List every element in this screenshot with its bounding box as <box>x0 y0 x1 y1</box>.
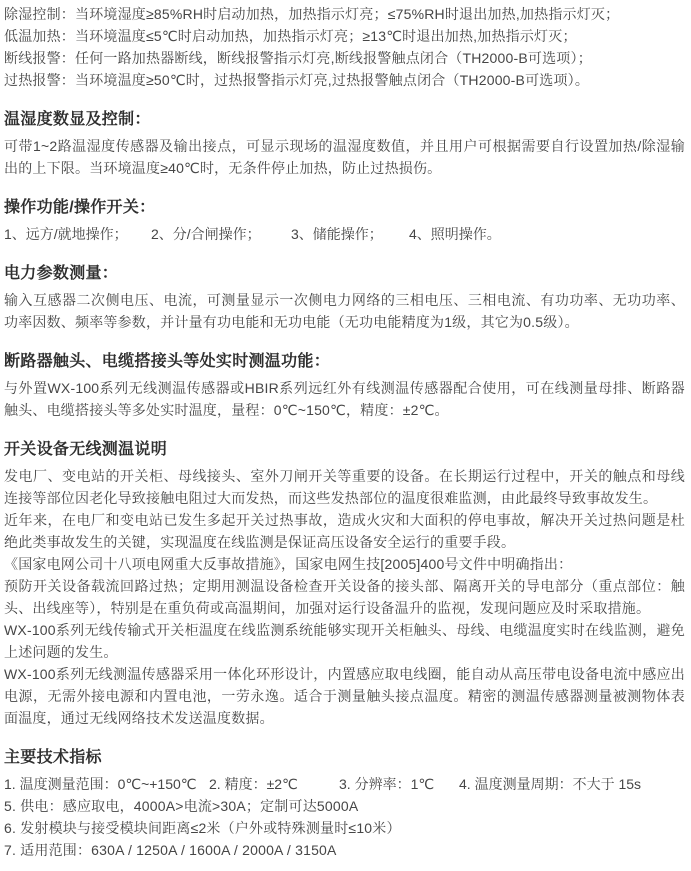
operation-item-remote-local: 1、远方/就地操作； <box>4 226 128 242</box>
control-alarm-intro <box>4 3 685 91</box>
operation-item-energy-storage: 3、储能操作； <box>291 226 383 242</box>
wireless-temp-paragraph-2: 近年来，在电厂和变电站已发生多起开关过热事故，造成火灾和大面积的停电事故，解决开关过热问题是杜绝此类事故发生的关键，实现温度在线监测是保证高压设备安全运行的重要手段。 <box>4 512 685 550</box>
spec-item-accuracy: 2. 精度：±2℃ <box>209 776 298 792</box>
spec-item-resolution: 3. 分辨率：1℃ <box>339 776 435 792</box>
operation-item-lighting: 4、照明操作。 <box>409 226 501 242</box>
spec-item-temp-range: 1. 温度测量范围：0℃~+150℃ <box>4 776 197 792</box>
line-break-alarm-line: 断线报警：任何一路加热器断线，断线报警指示灯亮,断线报警触点闭合（TH2000-B可选项）； <box>4 50 592 66</box>
spec-line-module-distance: 6. 发射模块与接受模块间距离≤2米（户外或特殊测量时≤10米） <box>4 820 401 836</box>
spec-line-power-supply: 5. 供电：感应取电，4000A>电流>30A；定制可达5000A <box>4 798 359 814</box>
section-heading-temp-humidity: 温湿度数显及控制： <box>4 111 151 128</box>
spec-item-measure-period: 4. 温度测量周期：不大于 15s <box>459 776 642 792</box>
wireless-temp-paragraph-3: 《国家电网公司十八项电网重大反事故措施》，国家电网生技[2005]400号文件中明确指出： <box>4 556 573 572</box>
spec-items-row <box>4 773 685 795</box>
section-temp-humidity-display <box>4 107 685 179</box>
temp-humidity-paragraph: 可带1~2路温湿度传感器及输出接点，可显示现场的温湿度数值，并且用户可根据需要自行设置加热/除湿输出的上下限。当环境温度≥40℃时，无条件停止加热，防止过热损伤。 <box>4 138 685 176</box>
spec-lines <box>4 795 685 861</box>
wireless-temp-paragraph-1: 发电厂、变电站的开关柜、母线接头、室外刀闸开关等重要的设备。在长期运行过程中，开关的触点和母线连接等部位因老化导致接触电阻过大而发热，而这些发热部位的温度很难监测，由此最终导致事故发生。 <box>4 468 685 506</box>
section-heading-operations: 操作功能/操作开关： <box>4 199 156 216</box>
overheat-alarm-line: 过热报警：当环境温度≥50℃时，过热报警指示灯亮,过热报警触点闭合（TH2000-B可选项）。 <box>4 72 590 88</box>
operation-items-row <box>4 223 685 245</box>
power-parameters-paragraph: 输入互感器二次侧电压、电流，可测量显示一次侧电力网络的三相电压、三相电流、有功功率、无功功率、功率因数、频率等参数，并计量有功电能和无功电能（无功电能精度为1级，其它为0.5级）。 <box>4 292 685 330</box>
section-wireless-temp-description <box>4 437 685 729</box>
section-heading-power-parameters: 电力参数测量： <box>4 265 119 282</box>
section-main-technical-specs <box>4 745 685 861</box>
section-realtime-temp-measure <box>4 349 685 421</box>
section-heading-technical-specs: 主要技术指标 <box>4 749 102 766</box>
wireless-temp-paragraph-5: WX-100系列无线传输式开关柜温度在线监测系统能够实现开关柜触头、母线、电缆温度实时在线监测，避免上述问题的发生。 <box>4 622 685 660</box>
wireless-temp-paragraph-6: WX-100系列无线测温传感器采用一体化环形设计，内置感应取电线圈，能自动从高压带电设备电流中感应出电源，无需外接电源和内置电池，一劳永逸。适合于测量触头接点温度。精密的测温传感器测量被测物体表面温度，通过无线网络技术发送温度数据。 <box>4 666 685 726</box>
section-heading-wireless-temp: 开关设备无线测温说明 <box>4 441 168 458</box>
spec-line-applicable-range: 7. 适用范围：630A / 1250A / 1600A / 2000A / 3150A <box>4 842 337 858</box>
section-power-parameters <box>4 261 685 333</box>
section-heading-realtime-temp: 断路器触头、电缆搭接头等处实时测温功能： <box>4 353 331 370</box>
operation-item-open-close: 2、分/合闸操作； <box>151 226 261 242</box>
low-temp-heating-line: 低温加热：当环境温度≤5℃时启动加热，加热指示灯亮；≥13℃时退出加热,加热指示灯灭； <box>4 28 577 44</box>
wireless-temp-paragraph-4: 预防开关设备载流回路过热；定期用测温设备检查开关设备的接头部、隔离开关的导电部分（重点部位：触头、出线座等），特别是在重负荷或高温期间，加强对运行设备温升的监视，发现问题应及时采取措施。 <box>4 578 685 616</box>
realtime-temp-paragraph: 与外置WX-100系列无线测温传感器或HBIR系列远红外有线测温传感器配合使用，可在线测量母排、断路器触头、电缆搭接头等多处实时温度，量程：0℃~150℃，精度：±2℃。 <box>4 380 685 418</box>
section-operation-functions <box>4 195 685 245</box>
dehumidify-control-line: 除湿控制：当环境湿度≥85%RH时启动加热，加热指示灯亮；≤75%RH时退出加热,加热指示灯灭； <box>4 6 620 22</box>
